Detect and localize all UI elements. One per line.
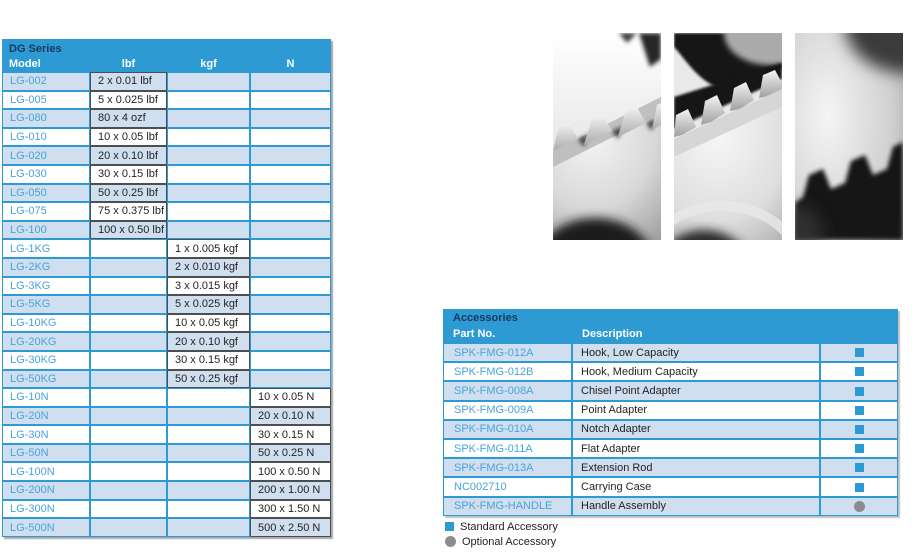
table-row [2, 388, 331, 407]
table-row [443, 497, 898, 516]
table-row [2, 500, 331, 519]
column-header-accessory-type [820, 325, 898, 343]
part-no-cell: SPK-FMG-010A [443, 420, 572, 439]
empty-cell [90, 518, 167, 537]
empty-cell [90, 444, 167, 463]
model-cell: LG-050 [2, 184, 90, 203]
standard-accessory-marker [855, 444, 864, 453]
table-row [2, 146, 331, 165]
accessory-legend [445, 519, 558, 549]
empty-cell [90, 425, 167, 444]
table-row [443, 381, 898, 400]
empty-cell [90, 500, 167, 519]
empty-cell [90, 277, 167, 296]
column-header-model: Model [2, 56, 90, 72]
empty-cell [250, 165, 331, 184]
capacity-cell: 5 x 0.025 kgf [167, 295, 250, 314]
standard-accessory-marker [855, 387, 864, 396]
empty-cell [250, 314, 331, 333]
capacity-cell: 200 x 1.00 N [250, 481, 331, 500]
empty-cell [250, 146, 331, 165]
empty-cell [250, 351, 331, 370]
column-header-n: N [250, 56, 331, 72]
model-cell: LG-080 [2, 109, 90, 128]
empty-cell [167, 500, 250, 519]
optional-accessory-marker [445, 536, 456, 547]
model-cell: LG-1KG [2, 239, 90, 258]
description-cell: Notch Adapter [572, 420, 820, 439]
model-cell: LG-500N [2, 518, 90, 537]
empty-cell [167, 128, 250, 147]
column-header-kgf: kgf [167, 56, 250, 72]
description-cell: Hook, Medium Capacity [572, 362, 820, 381]
capacity-cell: 30 x 0.15 N [250, 425, 331, 444]
empty-cell [250, 109, 331, 128]
accessory-type-cell [820, 381, 898, 400]
accessory-type-cell [820, 477, 898, 496]
table-row [2, 184, 331, 203]
capacity-cell: 300 x 1.50 N [250, 500, 331, 519]
table-row [2, 332, 331, 351]
optional-accessory-marker [854, 501, 865, 512]
table-row [2, 109, 331, 128]
table-row [443, 362, 898, 381]
capacity-cell: 50 x 0.25 kgf [167, 370, 250, 389]
table-row [443, 439, 898, 458]
capacity-cell: 100 x 0.50 lbf [90, 221, 167, 240]
empty-cell [167, 444, 250, 463]
capacity-cell: 1 x 0.005 kgf [167, 239, 250, 258]
empty-cell [250, 370, 331, 389]
table-row [2, 481, 331, 500]
empty-cell [167, 202, 250, 221]
model-cell: LG-010 [2, 128, 90, 147]
model-cell: LG-30N [2, 425, 90, 444]
accessory-type-cell [820, 497, 898, 516]
table-row [2, 314, 331, 333]
empty-cell [167, 221, 250, 240]
empty-cell [90, 481, 167, 500]
table-row [443, 401, 898, 420]
table-row [2, 444, 331, 463]
accessories-table [443, 309, 898, 516]
empty-cell [250, 332, 331, 351]
empty-cell [167, 165, 250, 184]
empty-cell [250, 277, 331, 296]
empty-cell [167, 109, 250, 128]
table-row [2, 128, 331, 147]
empty-cell [90, 388, 167, 407]
model-cell: LG-075 [2, 202, 90, 221]
capacity-cell: 2 x 0.010 kgf [167, 258, 250, 277]
table-row [2, 462, 331, 481]
description-cell: Chisel Point Adapter [572, 381, 820, 400]
accessory-type-cell [820, 439, 898, 458]
column-header-lbf: lbf [90, 56, 167, 72]
empty-cell [167, 388, 250, 407]
model-cell: LG-005 [2, 91, 90, 110]
empty-cell [250, 128, 331, 147]
table-row [2, 425, 331, 444]
capacity-cell: 80 x 4 ozf [90, 109, 167, 128]
capacity-cell: 75 x 0.375 lbf [90, 202, 167, 221]
capacity-cell: 10 x 0.05 kgf [167, 314, 250, 333]
model-cell: LG-10KG [2, 314, 90, 333]
model-cell: LG-2KG [2, 258, 90, 277]
empty-cell [250, 202, 331, 221]
part-no-cell: SPK-FMG-012A [443, 343, 572, 362]
empty-cell [90, 351, 167, 370]
legend-standard [445, 519, 558, 534]
accessory-type-cell [820, 343, 898, 362]
empty-cell [167, 481, 250, 500]
empty-cell [90, 332, 167, 351]
part-no-cell: SPK-FMG-008A [443, 381, 572, 400]
model-cell: LG-3KG [2, 277, 90, 296]
accessories-title: Accessories [443, 309, 898, 325]
standard-accessory-marker [855, 348, 864, 357]
dg-series-table [2, 39, 331, 537]
empty-cell [250, 72, 331, 91]
empty-cell [90, 314, 167, 333]
empty-cell [250, 295, 331, 314]
accessory-type-cell [820, 420, 898, 439]
part-no-cell: SPK-FMG-009A [443, 401, 572, 420]
capacity-cell: 30 x 0.15 kgf [167, 351, 250, 370]
empty-cell [250, 221, 331, 240]
capacity-cell: 100 x 0.50 N [250, 462, 331, 481]
empty-cell [167, 407, 250, 426]
capacity-cell: 20 x 0.10 N [250, 407, 331, 426]
table-row [2, 407, 331, 426]
table-row [443, 477, 898, 496]
empty-cell [90, 258, 167, 277]
capacity-cell: 30 x 0.15 lbf [90, 165, 167, 184]
standard-accessory-marker [855, 425, 864, 434]
model-cell: LG-200N [2, 481, 90, 500]
part-no-cell: SPK-FMG-011A [443, 439, 572, 458]
empty-cell [250, 91, 331, 110]
table-row [2, 518, 331, 537]
table-row [443, 458, 898, 477]
gear-photo-strip [553, 33, 903, 240]
table-row [2, 258, 331, 277]
capacity-cell: 500 x 2.50 N [250, 518, 331, 537]
empty-cell [250, 239, 331, 258]
description-cell: Point Adapter [572, 401, 820, 420]
empty-cell [90, 407, 167, 426]
standard-accessory-marker [855, 367, 864, 376]
dg-series-title: DG Series [2, 39, 331, 56]
table-row [2, 202, 331, 221]
accessory-type-cell [820, 458, 898, 477]
model-cell: LG-20N [2, 407, 90, 426]
description-cell: Carrying Case [572, 477, 820, 496]
legend-standard-label: Standard Accessory [460, 520, 558, 533]
table-row [443, 343, 898, 362]
capacity-cell: 10 x 0.05 N [250, 388, 331, 407]
accessory-type-cell [820, 401, 898, 420]
model-cell: LG-5KG [2, 295, 90, 314]
empty-cell [167, 518, 250, 537]
standard-accessory-marker [855, 483, 864, 492]
model-cell: LG-20KG [2, 332, 90, 351]
empty-cell [90, 370, 167, 389]
empty-cell [167, 91, 250, 110]
table-row [443, 420, 898, 439]
table-row [2, 277, 331, 296]
legend-optional [445, 534, 558, 549]
model-cell: LG-300N [2, 500, 90, 519]
empty-cell [167, 146, 250, 165]
empty-cell [167, 462, 250, 481]
standard-accessory-marker [445, 522, 454, 531]
empty-cell [90, 462, 167, 481]
gear-photo-2 [674, 33, 782, 240]
description-cell: Hook, Low Capacity [572, 343, 820, 362]
table-row [2, 72, 331, 91]
model-cell: LG-30KG [2, 351, 90, 370]
accessory-type-cell [820, 362, 898, 381]
capacity-cell: 20 x 0.10 kgf [167, 332, 250, 351]
description-cell: Flat Adapter [572, 439, 820, 458]
model-cell: LG-10N [2, 388, 90, 407]
table-row [2, 295, 331, 314]
model-cell: LG-50KG [2, 370, 90, 389]
model-cell: LG-100N [2, 462, 90, 481]
empty-cell [250, 258, 331, 277]
capacity-cell: 2 x 0.01 lbf [90, 72, 167, 91]
capacity-cell: 50 x 0.25 N [250, 444, 331, 463]
table-row [2, 165, 331, 184]
table-row [2, 221, 331, 240]
legend-optional-label: Optional Accessory [462, 535, 557, 548]
model-cell: LG-030 [2, 165, 90, 184]
capacity-cell: 5 x 0.025 lbf [90, 91, 167, 110]
table-row [2, 351, 331, 370]
empty-cell [250, 184, 331, 203]
capacity-cell: 50 x 0.25 lbf [90, 184, 167, 203]
column-header-part-no: Part No. [443, 325, 572, 343]
empty-cell [167, 184, 250, 203]
table-row [2, 370, 331, 389]
gear-photo-1 [553, 33, 661, 240]
model-cell: LG-002 [2, 72, 90, 91]
table-row [2, 91, 331, 110]
capacity-cell: 3 x 0.015 kgf [167, 277, 250, 296]
description-cell: Extension Rod [572, 458, 820, 477]
part-no-cell: NC002710 [443, 477, 572, 496]
capacity-cell: 10 x 0.05 lbf [90, 128, 167, 147]
description-cell: Handle Assembly [572, 497, 820, 516]
part-no-cell: SPK-FMG-013A [443, 458, 572, 477]
empty-cell [167, 425, 250, 444]
empty-cell [167, 72, 250, 91]
empty-cell [90, 239, 167, 258]
part-no-cell: SPK-FMG-HANDLE [443, 497, 572, 516]
capacity-cell: 20 x 0.10 lbf [90, 146, 167, 165]
column-header-description: Description [572, 325, 820, 343]
model-cell: LG-020 [2, 146, 90, 165]
standard-accessory-marker [855, 463, 864, 472]
model-cell: LG-100 [2, 221, 90, 240]
standard-accessory-marker [855, 406, 864, 415]
model-cell: LG-50N [2, 444, 90, 463]
gear-photo-3 [795, 33, 903, 240]
part-no-cell: SPK-FMG-012B [443, 362, 572, 381]
table-row [2, 239, 331, 258]
empty-cell [90, 295, 167, 314]
